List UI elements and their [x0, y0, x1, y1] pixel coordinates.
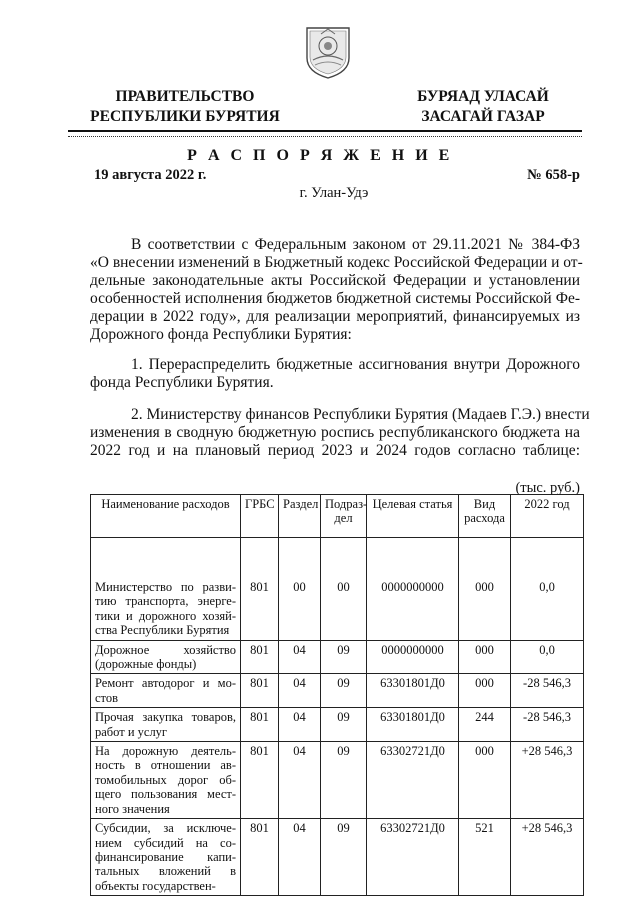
target-article-cell: 63301801Д0 — [367, 674, 459, 708]
section-cell: 04 — [279, 708, 321, 742]
subsection-cell: 09 — [321, 742, 367, 819]
grbs-cell: 801 — [241, 640, 279, 674]
expense-type-cell: 000 — [459, 674, 511, 708]
table-header-cell: ГРБС — [241, 495, 279, 538]
section-cell: 04 — [279, 819, 321, 896]
paragraph-1-line: «О внесении изменений в Бюджетный кодекс Российской Федерации и от- — [90, 254, 583, 271]
section-cell: 04 — [279, 640, 321, 674]
amount-cell: 0,0 — [511, 640, 584, 674]
grbs-cell: 801 — [241, 708, 279, 742]
table-header-row — [91, 495, 584, 538]
subsection-cell: 09 — [321, 708, 367, 742]
expense-name: Ремонт автодорог и мо-стов — [91, 674, 241, 708]
table-row — [91, 640, 584, 674]
target-article-cell: 63302721Д0 — [367, 742, 459, 819]
document-city: г. Улан-Удэ — [299, 185, 369, 201]
amount-cell: +28 546,3 — [511, 819, 584, 896]
paragraph-1-line: В соответствии с Федеральным законом от 29.11.2021 № 384-ФЗ — [131, 236, 580, 253]
target-article-cell: 63301801Д0 — [367, 708, 459, 742]
amount-cell: 0,0 — [511, 538, 584, 641]
header-rule-thick — [68, 130, 582, 132]
expense-type-cell: 000 — [459, 640, 511, 674]
paragraph-2-line: 1. Перераспределить бюджетные ассигнования внутри Дорожного — [131, 356, 580, 373]
table-header-cell: Целевая статья — [367, 495, 459, 538]
table-row — [91, 742, 584, 819]
table-row — [91, 538, 584, 641]
target-article-cell: 0000000000 — [367, 640, 459, 674]
table-header-cell: Раздел — [279, 495, 321, 538]
header-rule-dotted — [68, 136, 582, 137]
expense-name: На дорожную деятель-ность в отношении ав-томобильных дорог об-щего пользования мест-ного значения — [91, 742, 241, 819]
document-number: № 658-р — [527, 167, 580, 183]
paragraph-3-line: 2022 год и на плановый период 2023 и 2024 годов согласно таблице: — [90, 442, 580, 459]
document-date: 19 августа 2022 г. — [94, 167, 207, 183]
grbs-cell: 801 — [241, 819, 279, 896]
grbs-cell: 801 — [241, 674, 279, 708]
paragraph-3-line: изменения в сводную бюджетную роспись республиканского бюджета на — [90, 424, 580, 441]
subsection-cell: 00 — [321, 538, 367, 641]
section-cell: 00 — [279, 538, 321, 641]
grbs-cell: 801 — [241, 742, 279, 819]
target-article-cell: 63302721Д0 — [367, 819, 459, 896]
expense-type-cell: 244 — [459, 708, 511, 742]
document-type: Р А С П О Р Я Ж Е Н И Е — [187, 147, 453, 164]
table-header-cell: Вид расхода — [459, 495, 511, 538]
table-row — [91, 674, 584, 708]
section-cell: 04 — [279, 742, 321, 819]
expense-name: Субсидии, за исключе-нием субсидий на со-финансирование капи-тальных вложений в объекты государствен- — [91, 819, 241, 896]
table-header-cell: Наименование расходов — [91, 495, 241, 538]
subsection-cell: 09 — [321, 674, 367, 708]
expense-type-cell: 000 — [459, 742, 511, 819]
subsection-cell: 09 — [321, 640, 367, 674]
amount-cell: -28 546,3 — [511, 674, 584, 708]
government-name-russian: ПРАВИТЕЛЬСТВО РЕСПУБЛИКИ БУРЯТИЯ — [90, 88, 280, 125]
paragraph-1-line: Дорожного фонда Республики Бурятия: — [90, 326, 352, 343]
paragraph-3-line: 2. Министерству финансов Республики Бурятия (Мадаев Г.Э.) внести — [131, 406, 590, 423]
paragraph-2-line: фонда Республики Бурятия. — [90, 374, 274, 391]
subsection-cell: 09 — [321, 819, 367, 896]
government-name-buryat: БУРЯАД УЛАСАЙ ЗАСАГАЙ ГАЗАР — [417, 88, 549, 125]
section-cell: 04 — [279, 674, 321, 708]
grbs-cell: 801 — [241, 538, 279, 641]
expense-type-cell: 521 — [459, 819, 511, 896]
amount-cell: -28 546,3 — [511, 708, 584, 742]
units-label: (тыс. руб.) — [515, 480, 580, 496]
paragraph-1-line: дерации в 2022 году», для реализации мероприятий, финансируемых из — [90, 308, 580, 325]
expense-name: Министерство по разви-тию транспорта, энерге-тики и дорожного хозяй-ства Республики Бурятия — [91, 538, 241, 641]
expense-name: Прочая закупка товаров, работ и услуг — [91, 708, 241, 742]
budget-table — [90, 494, 584, 896]
expense-type-cell: 000 — [459, 538, 511, 641]
coat-of-arms-icon — [303, 24, 353, 80]
paragraph-1-line: особенностей исполнения бюджетов бюджетной системы Российской Фе- — [90, 290, 580, 307]
expense-name: Дорожное хозяйство (дорожные фонды) — [91, 640, 241, 674]
table-row — [91, 708, 584, 742]
table-row — [91, 819, 584, 896]
table-header-cell: Подраз-дел — [321, 495, 367, 538]
amount-cell: +28 546,3 — [511, 742, 584, 819]
target-article-cell: 0000000000 — [367, 538, 459, 641]
table-header-cell: 2022 год — [511, 495, 584, 538]
paragraph-1-line: дельные законодательные акты Российской Федерации и установлении — [90, 272, 580, 289]
